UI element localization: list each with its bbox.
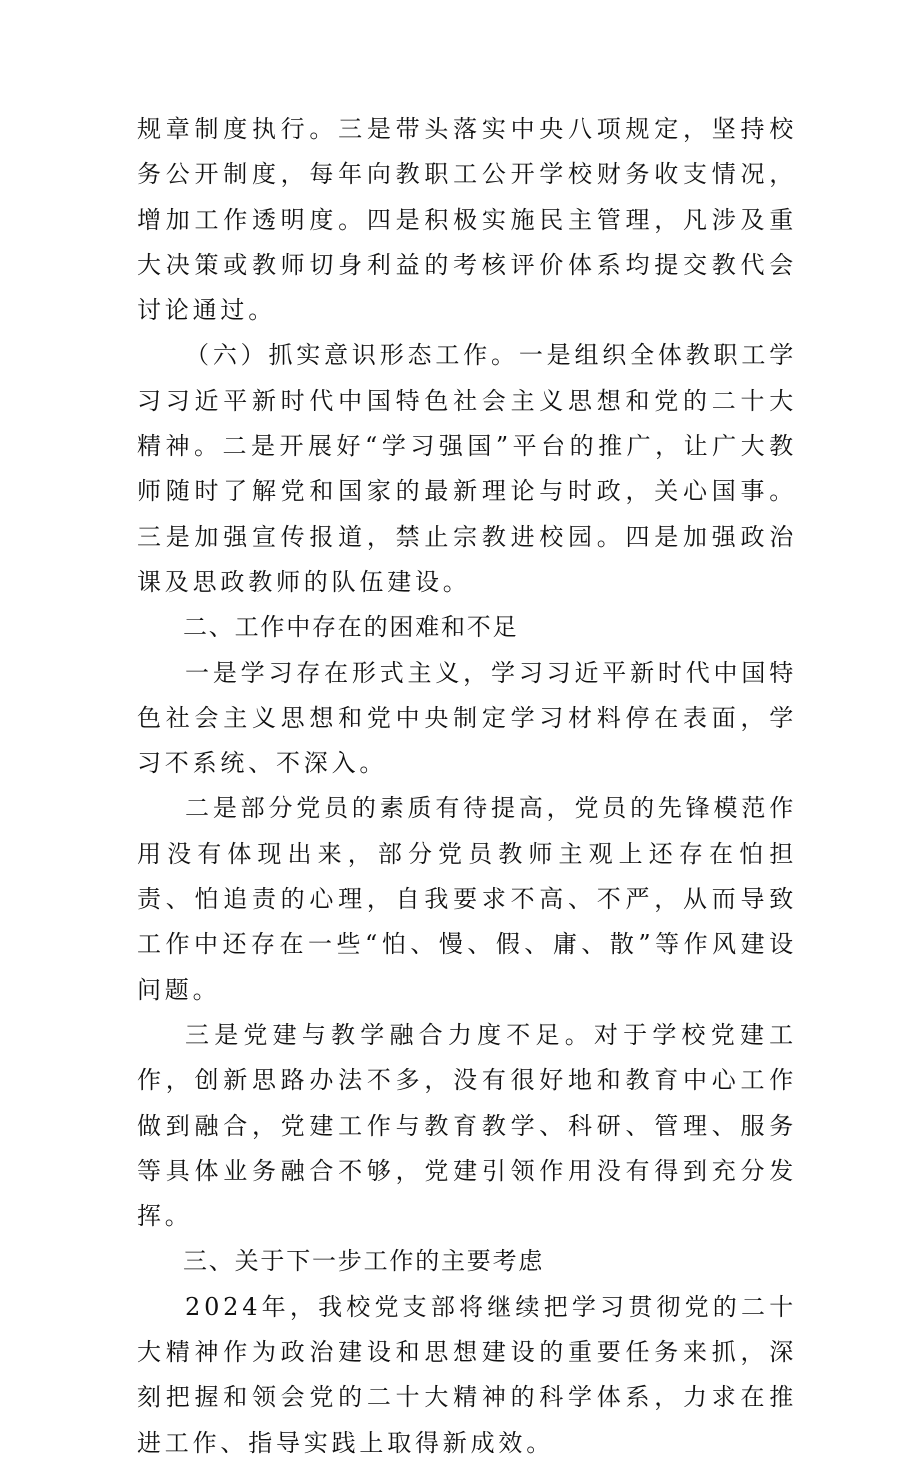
paragraph-ideology-work: （六）抓实意识形态工作。一是组织全体教职工学习习近平新时代中国特色社会主义思想和党的二十大精神。二是开展好“学习强国”平台的推广，让广大教师随时了解党和国家的最新理论与时政，关心国事。三是加强宣传报道，禁止宗教进校园。四是加强政治课及思政教师的队伍建设。 — [137, 341, 797, 596]
paragraph-2024-plan: 2024年，我校党支部将继续把学习贯彻党的二十大精神作为政治建设和思想建设的重要任务来抓，深刻把握和领会党的二十大精神的科学体系，力求在推进工作、指导实践上取得新成效。 — [137, 1292, 797, 1457]
paragraph-formalism-issue: 一是学习存在形式主义，学习习近平新时代中国特色社会主义思想和党中央制定学习材料停在表面，学习不系统、不深入。 — [137, 658, 797, 778]
paragraph-member-quality-issue: 二是部分党员的素质有待提高，党员的先锋模范作用没有体现出来，部分党员教师主观上还存在怕担责、怕追责的心理，自我要求不高、不严，从而导致工作中还存在一些“怕、慢、假、庸、散”等作风建设问题。 — [137, 794, 797, 1004]
document-body — [137, 107, 797, 1466]
section-heading-difficulties: 二、工作中存在的困难和不足 — [183, 613, 519, 642]
section-heading-next-steps: 三、关于下一步工作的主要考虑 — [183, 1247, 545, 1276]
paragraph-integration-issue: 三是党建与教学融合力度不足。对于学校党建工作，创新思路办法不多，没有很好地和教育中心工作做到融合，党建工作与教育教学、科研、管理、服务等具体业务融合不够，党建引领作用没有得到充分发挥。 — [137, 1020, 797, 1231]
paragraph-rules-execution: 规章制度执行。三是带头落实中央八项规定，坚持校务公开制度，每年向教职工公开学校财务收支情况，增加工作透明度。四是积极实施民主管理，凡涉及重大决策或教师切身利益的考核评价体系均提交教代会讨论通过。 — [137, 115, 797, 325]
